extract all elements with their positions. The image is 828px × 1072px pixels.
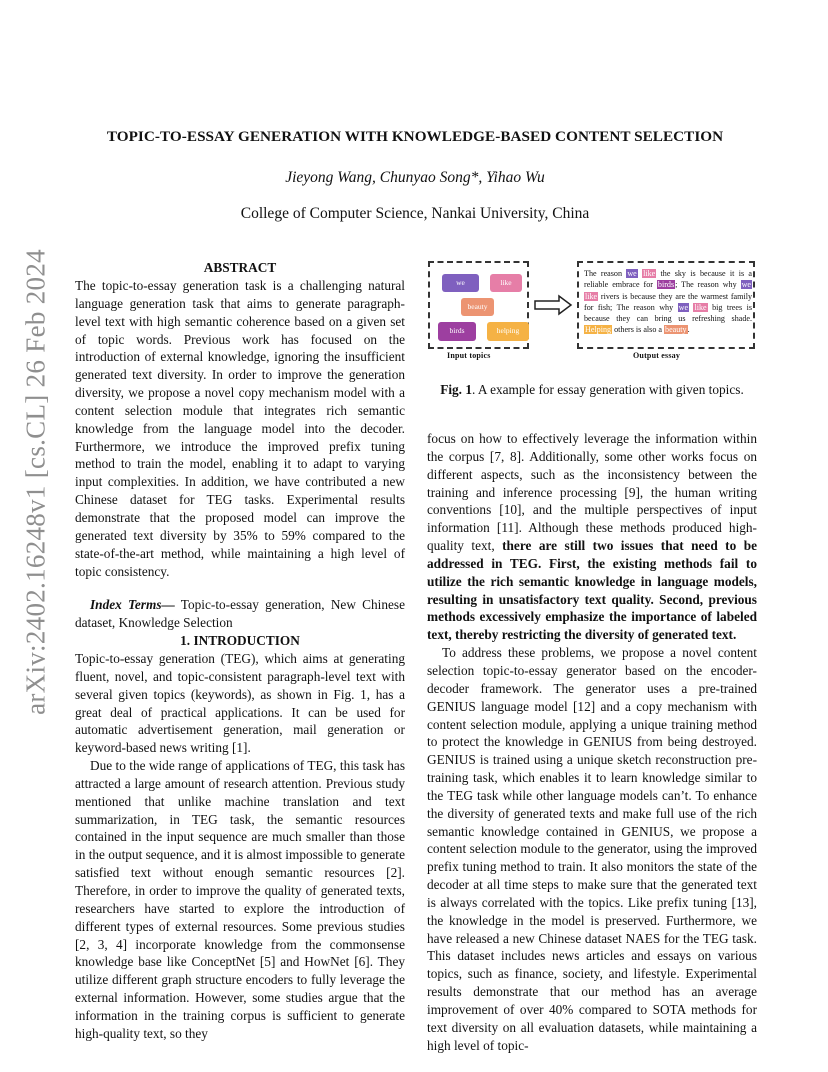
output-essay-text <box>584 268 752 336</box>
essay-text-segment: rivers is because they are the warmest family for fish; The reason why <box>584 291 752 312</box>
abstract-text: The topic-to-essay generation task is a challenging natural language generation task that aims to generate paragraph-level text with high semantic coherence based on a given set of topic words. Previous work has focused on the introduction of external knowledge, ignoring the insufficient generated text diversity. In order to improve the generation diversity, we propose a novel copy mechanism model with a content selection module that integrates rich semantic knowledge from the language model into the decoder. Furthermore, we introduce the improved prefix tuning method to train the model, enabling it to adapt to varying input complexities. In addition, we have contributed a new Chinese dataset for TEG tasks. Experimental results demonstrate that the proposed model can improve the generated text diversity by 35% to 59% compared to the state-of-the-art method, while maintaining a high level of topic consistency. <box>75 278 405 579</box>
essay-text-segment: others is also a <box>612 325 665 335</box>
right-arrow-icon <box>533 294 573 316</box>
essay-text-segment: ; The reason why <box>675 280 741 290</box>
index-terms-label: Index Terms— <box>90 597 175 613</box>
intro-paragraph-2: Due to the wide range of applications of TEG, this task has attracted a large amount of research attention. Previous study mentioned that unlike machine translation and text summarization, in TEG task, the semantic resources contained in the input sequence are much smaller than those in the output sequence, and it is almost impossible to generate satisfied text without enough semantic resources [2]. Therefore, in order to improve the quality of generated texts, researchers have started to explore the introduction of different types of external resources. Some previous studies [2, 3, 4] incorporate knowledge from the commonsense knowledge base like ConceptNet [5] and HowNet [6]. They utilize different graph structure encoders to fully leverage the external information. However, some studies argue that the information in the training corpus is sufficient to generate high-quality text, so they <box>75 758 405 1041</box>
topic-chip-helping: helping <box>487 322 529 341</box>
paper-title: TOPIC-TO-ESSAY GENERATION WITH KNOWLEDGE-BASED CONTENT SELECTION <box>106 128 724 145</box>
left-column <box>75 259 405 1043</box>
input-topics-label: Input topics <box>447 351 491 360</box>
essay-highlight-beauty: beauty <box>665 325 687 335</box>
topic-chip-we: we <box>442 274 479 292</box>
introduction-heading: 1. INTRODUCTION <box>180 633 300 649</box>
intro-paragraph-3 <box>427 430 757 644</box>
arxiv-identifier-stamp: arXiv:2402.16248v1 [cs.CL] 26 Feb 2024 <box>20 249 51 715</box>
topic-chip-beauty: beauty <box>461 298 494 316</box>
topic-chip-birds: birds <box>438 322 476 341</box>
essay-text-segment: the sky is because it is a reliable embrace for <box>584 269 752 290</box>
abstract-heading: ABSTRACT <box>203 260 277 275</box>
figure-caption-label: Fig. 1 <box>440 382 472 397</box>
topic-chip-like: like <box>490 274 522 292</box>
index-terms-text: Topic-to-essay generation, New Chinese dataset, Knowledge Selection <box>75 597 406 631</box>
figure-caption <box>424 382 760 398</box>
figure-caption-text: . A example for essay generation with given topics. <box>471 382 744 397</box>
index-terms <box>75 596 405 632</box>
essay-highlight-birds: birds <box>657 280 675 290</box>
intro-paragraph-3-emphasis: there are still two issues that need to be addressed in TEG. First, the existing methods fail to utilize the rich semantic knowledge in language models, resulting in unsatisfactory text quality. Second, previous methods excessively emphasize the importance of labeled text, thereby restricting the diversity of generated text. <box>427 538 757 643</box>
paper-affiliation: College of Computer Science, Nankai University, China <box>240 205 590 222</box>
essay-highlight-we: we <box>627 269 637 278</box>
right-column <box>427 430 757 1055</box>
figure-1 <box>424 258 760 363</box>
essay-highlight-like: like <box>643 269 656 278</box>
essay-highlight-we: we <box>678 302 689 312</box>
essay-highlight-helping: Helping <box>585 325 612 335</box>
essay-highlight-like: like <box>585 291 598 301</box>
input-topics-box <box>428 261 529 349</box>
essay-text-segment: big trees is because they can bring us refreshing shade. <box>584 302 752 324</box>
intro-paragraph-4: To address these problems, we propose a novel content selection topic-to-essay generator based on the encoder-decoder framework. The generator uses a pre-trained GENIUS language model [12] and a copy mechanism with content selection module, applying a unique training method to protect the knowledge in GENIUS from being destroyed. GENIUS is trained using a unique sketch reconstruction pre-training task, which enables it to learn knowledge similar to the TEG task while other language models can’t. To enhance the diversity of generated texts and make full use of the rich semantic knowledge contained in GENIUS, we propose a content selection module to the generator, using the improved prefix tuning method to train. It also monitors the state of the decoder at all time steps to make sure that the generated text is always correlated with the topics. Like prefix tuning [13], the knowledge in the model is preserved. Furthermore, we have released a new Chinese dataset NAES for the TEG task. This dataset includes news articles and essays on various topics, such as finance, society, and lifestyle. Experimental results demonstrate that our method has an average improvement of over 40% compared to SOTA methods for text diversity on all evaluation datasets, while maintaining a high level of topic- <box>427 645 757 1053</box>
output-essay-box <box>577 261 755 349</box>
output-essay-label: Output essay <box>633 351 681 360</box>
essay-highlight-we: we <box>741 280 751 290</box>
intro-paragraph-1: Topic-to-essay generation (TEG), which aims at generating fluent, novel, and topic-consistent paragraph-level text with several given topics (keywords), as shown in Fig. 1, has a great deal of practical applications. It can be used for automatic advertisement generation, mail generation or keyword-based news writing [1]. <box>75 651 405 756</box>
paper-authors: Jieyong Wang, Chunyao Song*, Yihao Wu <box>285 169 545 186</box>
essay-text-segment: . <box>687 325 690 335</box>
intro-paragraph-3-text: focus on how to effectively leverage the information within the corpus [7, 8]. Additionally, some other works focus on different aspects, such as the inconsistency between the training and inference processing [9], the human writing conventions [10], and the multiple perspectives of input information [11]. Although these methods produced high-quality text, <box>427 431 757 554</box>
essay-highlight-like: like <box>694 302 707 312</box>
essay-text-segment: The reason <box>584 269 627 278</box>
